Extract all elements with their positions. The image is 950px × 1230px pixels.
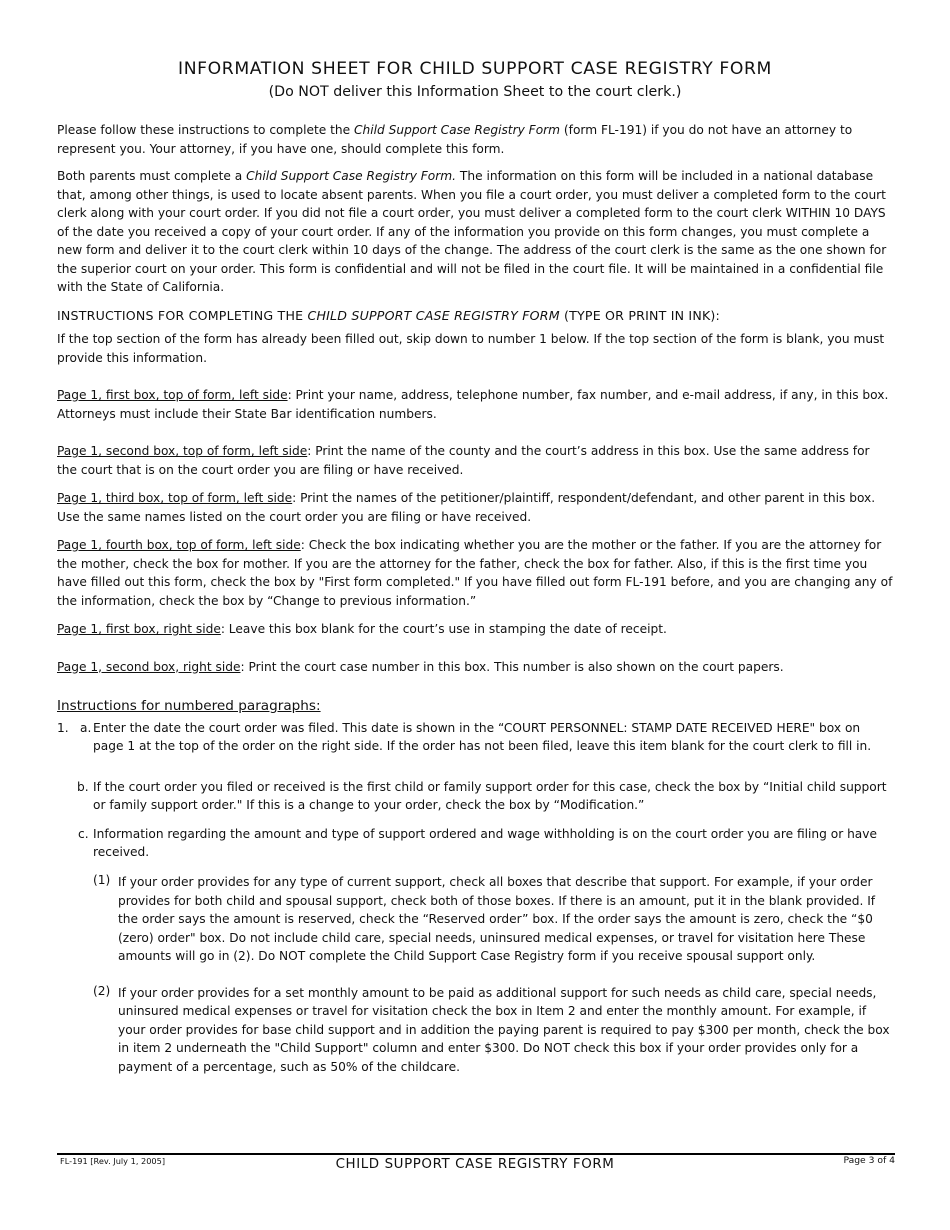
intro-paragraph-1: Please follow these instructions to complete the Child Support Case Registry Form (form FL-191) if you do not have an attorney to represent you. Your attorney, if you have one, should complete this form. (57, 123, 853, 156)
item-text: Information regarding the amount and type of support ordered and wage withholding is on the court order you are filing or have received. (93, 827, 877, 859)
top-section-note: If the top section of the form has already been filled out, skip down to number 1 below. If the top section of the form is blank, you must provide this information. (57, 332, 885, 365)
document-page (57, 58, 893, 1076)
section-first-box-left: Page 1, first box, top of form, left side: Print your name, address, telephone number, fax number, and e-mail address, if any, in this box. Attorneys must include their State Bar identification numbers. (57, 388, 889, 421)
item-letter: c. (78, 827, 89, 841)
item-letter: b. (77, 780, 89, 794)
item-1b (57, 779, 893, 814)
section-first-box-right: Page 1, first box, right side: Leave this box blank for the court’s use in stamping the date of receipt. (57, 622, 667, 636)
sub-item-label: (2) (93, 983, 111, 998)
intro-paragraph-2: Both parents must complete a Child Support Case Registry Form. The information on this form will be included in a national database that, among other things, is used to locate absent parents. When you file a court order, you must deliver a completed form to the court clerk along with your court order. If you did not file a court order, you must deliver a completed form to the court clerk WITHIN 10 DAYS of the date you received a copy of your court order. If any of the information you provide on this form changes, you must complete a new form and deliver it to the court clerk within 10 days of the change. The address of the court clerk is the same as the one shown for the superior court on your order. This form is confidential and will not be filed in the court file. It will be maintained in a confidential file with the State of California. (57, 169, 887, 294)
section-third-box-left: Page 1, third box, top of form, left side: Print the names of the petitioner/plaintiff, respondent/defendant, and other parent in this box. Use the same names listed on the court order you are filing or have received. (57, 491, 876, 524)
footer-page-number: Page 3 of 4 (843, 1155, 895, 1166)
sub-item-text: If your order provides for any type of current support, check all boxes that describe that support. For example, if your order provides for both child and spousal support, check both of those boxes. If there is an amount, put it in the blank provided. If the order says the amount is reserved, check the “Reserved order” box. If the order says the amount is zero, check the “$0 (zero) order" box. Do not include child care, special needs, uninsured medical expenses, or travel for visitation here These amounts will go in (2). Do NOT complete the Child Support Case Registry form if you receive spousal support only. (118, 875, 876, 963)
instructions-heading: INSTRUCTIONS FOR COMPLETING THE CHILD SUPPORT CASE REGISTRY FORM (TYPE OR PRINT IN INK): (57, 307, 720, 323)
item-text: Enter the date the court order was filed. This date is shown in the “COURT PERSONNEL: STAMP DATE RECEIVED HERE" box on page 1 at the top of the order on the right side. If the order has not been filed, leave this item blank for the court clerk to fill in. (93, 721, 872, 753)
item-text: If the court order you filed or received is the first child or family support order for this case, check the box by “Initial child support or family support order." If this is a change to your order, check the box by “Modification.” (93, 780, 887, 812)
item-1c-sub-2 (57, 984, 893, 1077)
footer-title: CHILD SUPPORT CASE REGISTRY FORM (335, 1157, 615, 1172)
section-second-box-right: Page 1, second box, right side: Print the court case number in this box. This number is also shown on the court papers. (57, 659, 784, 674)
section-second-box-left: Page 1, second box, top of form, left side: Print the name of the county and the court’s address in this box. Use the same address for the court that is on the court order you are filing or have received. (57, 444, 870, 477)
section-fourth-box-left: Page 1, fourth box, top of form, left side: Check the box indicating whether you are the mother or the father. If you are the attorney for the mother, check the box for mother. If you are the attorney for the father, check the box for father. Also, if this is the first time you have filled out this form, check the box by "First form completed." If you have filled out form FL-191 before, and you are changing any of the information, check the box by “Change to previous information.” (57, 538, 893, 608)
numbered-paragraphs-heading: Instructions for numbered paragraphs: (57, 698, 321, 714)
item-number: 1. (57, 721, 69, 735)
item-1a (57, 720, 893, 755)
form-name-emphasis: Child Support Case Registry Form. (246, 169, 457, 183)
item-1c (57, 826, 893, 861)
footer-form-id: FL-191 [Rev. July 1, 2005] (60, 1156, 166, 1166)
item-1c-sub-1 (57, 873, 893, 966)
item-letter: a. (80, 721, 92, 735)
page-subtitle: (Do NOT deliver this Information Sheet to the court clerk.) (268, 84, 682, 100)
sub-item-text: If your order provides for a set monthly amount to be paid as additional support for such needs as child care, special needs, uninsured medical expenses or travel for visitation check the box in Item 2 and enter the monthly amount. For example, if your order provides for base child support and in addition the paying parent is required to pay $300 per month, check the box in item 2 underneath the "Child Support" column and enter $300. Do NOT check this box if your order provides only for a payment of a percentage, such as 50% of the childcare. (118, 985, 890, 1074)
sub-item-label: (1) (93, 873, 111, 887)
form-name-emphasis: Child Support Case Registry Form (354, 123, 561, 137)
page-title: INFORMATION SHEET FOR CHILD SUPPORT CASE REGISTRY FORM (178, 59, 772, 79)
footer-divider (57, 1153, 895, 1155)
